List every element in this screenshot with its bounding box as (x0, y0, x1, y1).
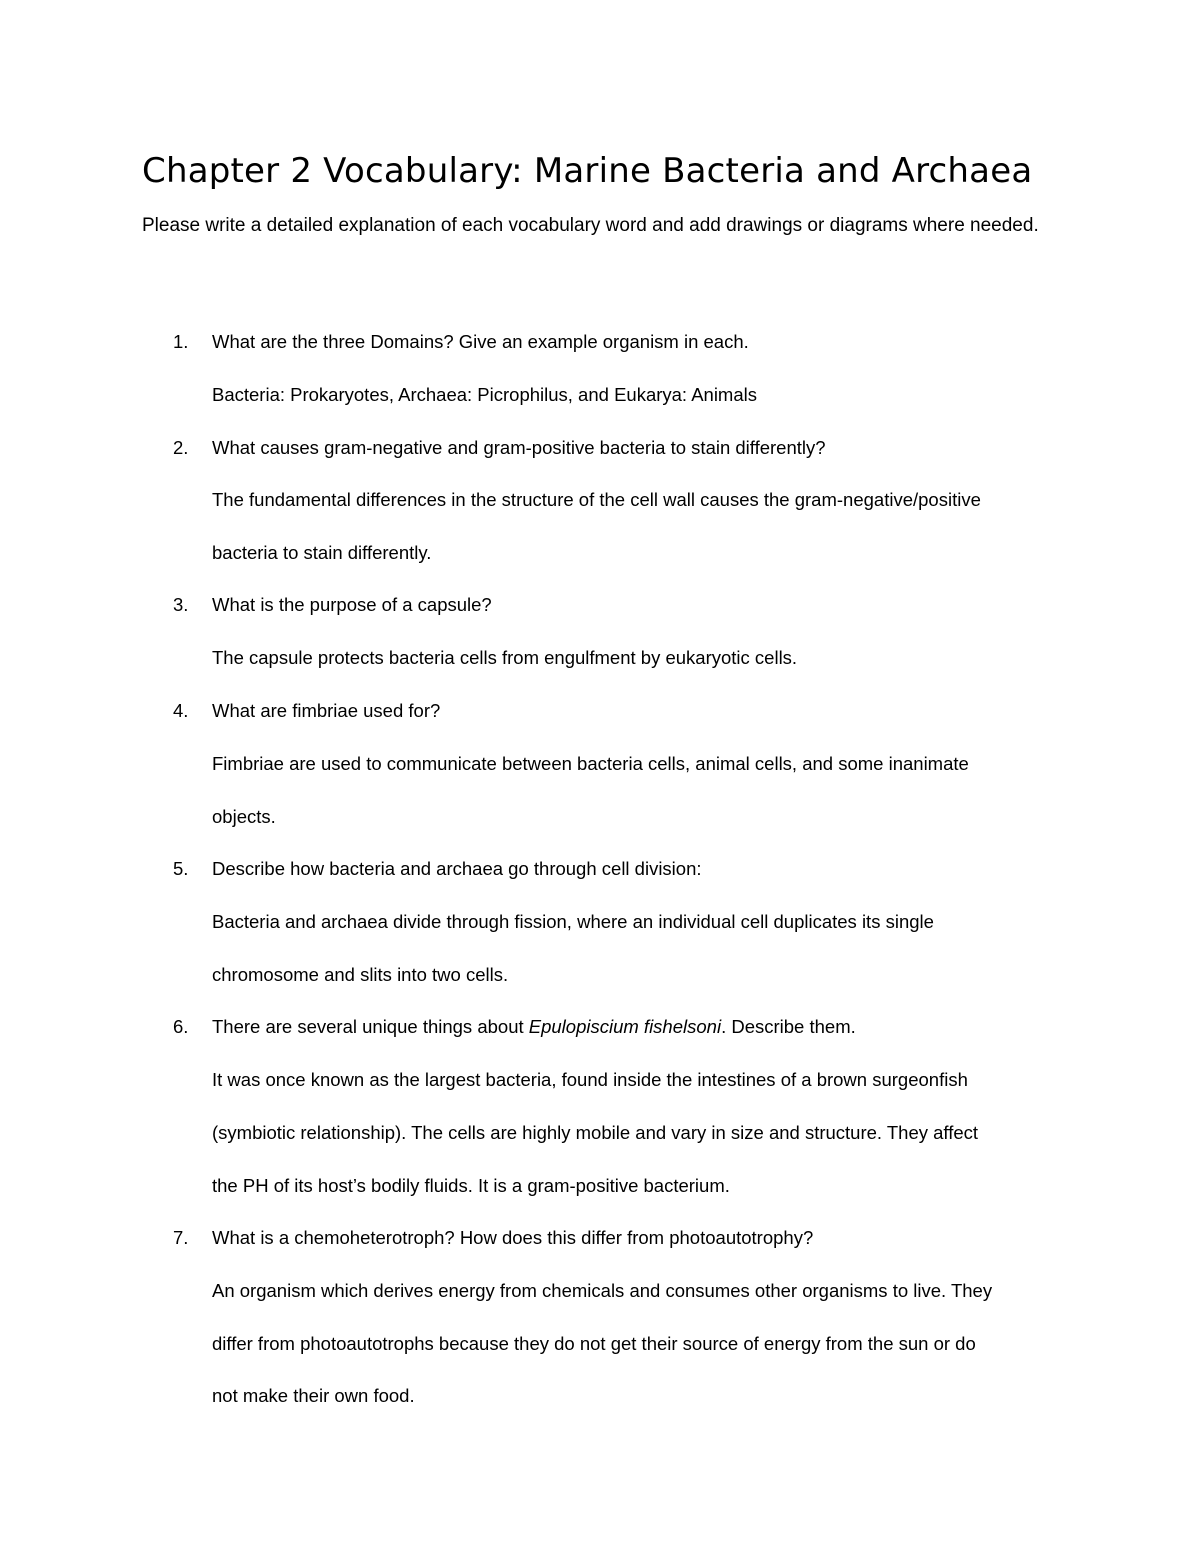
question-text: What is a chemoheterotroph? How does this differ from photoautotrophy? (212, 1227, 814, 1248)
answer-line: Bacteria: Prokaryotes, Archaea: Picrophilus, and Eukarya: Animals (212, 384, 757, 405)
answer-line: Bacteria and archaea divide through fission, where an individual cell duplicates its single (212, 911, 934, 932)
answer-line: bacteria to stain differently. (212, 542, 432, 563)
question-text: Describe how bacteria and archaea go through cell division: (212, 858, 702, 879)
question-number: 6. (173, 1016, 189, 1037)
question-text: What causes gram-negative and gram-positive bacteria to stain differently? (212, 437, 826, 458)
answer-line: It was once known as the largest bacteria, found inside the intestines of a brown surgeonfish (212, 1069, 968, 1090)
question-text (212, 1014, 1112, 1040)
instructions-paragraph: Please write a detailed explanation of each vocabulary word and add drawings or diagrams where needed. (142, 215, 1039, 236)
answer-line: The fundamental differences in the structure of the cell wall causes the gram-negative/positive (212, 489, 981, 510)
answer-line: chromosome and slits into two cells. (212, 964, 509, 985)
answer-line: objects. (212, 806, 276, 827)
species-name: Epulopiscium fishelsoni (528, 1016, 722, 1037)
answer-line: The capsule protects bacteria cells from engulfment by eukaryotic cells. (212, 647, 798, 668)
answer-line: not make their own food. (212, 1385, 415, 1406)
answer-line: Fimbriae are used to communicate between bacteria cells, animal cells, and some inanimate (212, 753, 969, 774)
question-text: What are the three Domains? Give an example organism in each. (212, 331, 749, 352)
answer-line: An organism which derives energy from chemicals and consumes other organisms to live. They (212, 1280, 993, 1301)
answer-line: (symbiotic relationship). The cells are highly mobile and vary in size and structure. They affect (212, 1122, 979, 1143)
question-number: 3. (173, 594, 189, 615)
question-number: 1. (173, 331, 189, 352)
question-text: What are fimbriae used for? (212, 700, 441, 721)
question-text-suffix: . Describe them. (721, 1016, 856, 1037)
question-number: 2. (173, 437, 189, 458)
question-number: 5. (173, 858, 189, 879)
question-text-prefix: There are several unique things about (212, 1016, 529, 1037)
answer-line: differ from photoautotrophs because they do not get their source of energy from the sun or do (212, 1333, 976, 1354)
answer-line: the PH of its host’s bodily fluids. It is a gram-positive bacterium. (212, 1175, 730, 1196)
page-title: Chapter 2 Vocabulary: Marine Bacteria and Archaea (142, 151, 1033, 191)
question-number: 7. (173, 1227, 189, 1248)
question-number: 4. (173, 700, 189, 721)
question-text: What is the purpose of a capsule? (212, 594, 492, 615)
